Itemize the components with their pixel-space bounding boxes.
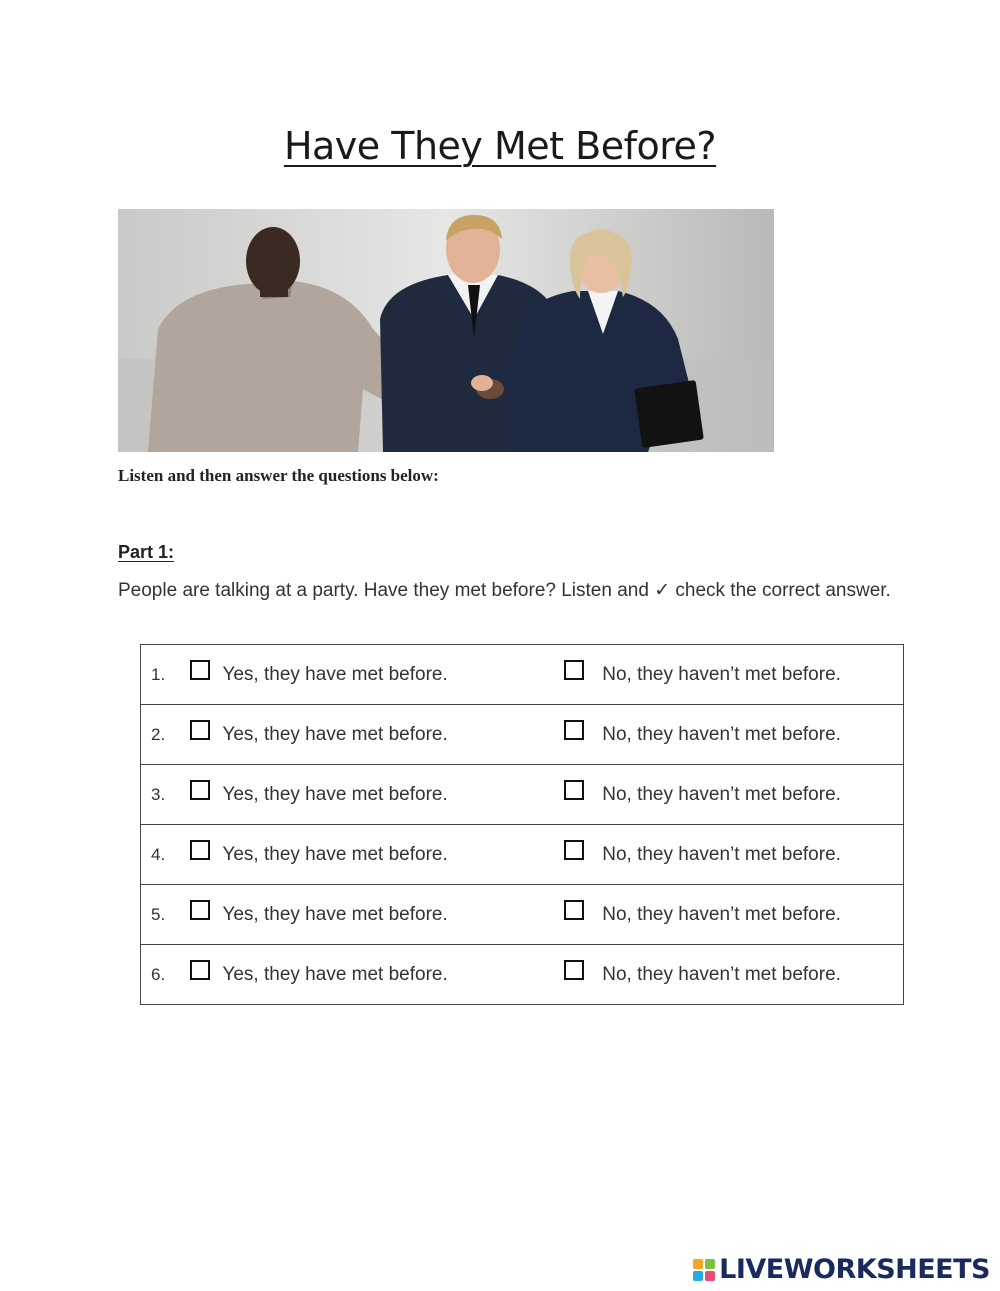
yes-checkbox[interactable] — [190, 900, 210, 920]
answer-row — [141, 765, 904, 825]
answer-row — [141, 705, 904, 765]
no-option — [564, 825, 903, 885]
yes-checkbox[interactable] — [190, 840, 210, 860]
question-number: 3. — [141, 765, 191, 825]
question-number: 6. — [141, 945, 191, 1005]
yes-option — [190, 645, 564, 705]
no-checkbox[interactable] — [564, 840, 584, 860]
yes-option-label: Yes, they have met before. — [222, 843, 448, 865]
no-option-label: No, they haven’t met before. — [602, 783, 841, 805]
logo-square — [693, 1271, 703, 1281]
question-number: 1. — [141, 645, 191, 705]
logo-square — [693, 1259, 703, 1269]
logo-square — [705, 1271, 715, 1281]
question-number: 4. — [141, 825, 191, 885]
yes-checkbox[interactable] — [190, 960, 210, 980]
business-handshake-photo — [118, 209, 774, 452]
no-option-label: No, they haven’t met before. — [602, 963, 841, 985]
yes-option-label: Yes, they have met before. — [222, 963, 448, 985]
question-number: 5. — [141, 885, 191, 945]
yes-option-label: Yes, they have met before. — [222, 783, 448, 805]
no-checkbox[interactable] — [564, 960, 584, 980]
answer-row — [141, 885, 904, 945]
answer-row — [141, 945, 904, 1005]
logo-square — [705, 1259, 715, 1269]
part-1-task: People are talking at a party. Have they met before? Listen and ✓ check the correct answer. — [118, 580, 891, 601]
yes-checkbox[interactable] — [190, 720, 210, 740]
no-option — [564, 885, 903, 945]
yes-option — [190, 945, 564, 1005]
part-1-heading: Part 1: — [118, 542, 175, 562]
worksheet-title: Have They Met Before? — [283, 124, 717, 168]
listening-instruction: Listen and then answer the questions below: — [118, 466, 439, 485]
yes-option — [190, 705, 564, 765]
question-number: 2. — [141, 705, 191, 765]
no-option — [564, 705, 903, 765]
no-checkbox[interactable] — [564, 720, 584, 740]
no-checkbox[interactable] — [564, 900, 584, 920]
no-option — [564, 945, 903, 1005]
logo-text: LIVEWORKSHEETS — [719, 1254, 990, 1285]
no-option-label: No, they haven’t met before. — [602, 663, 841, 685]
no-option — [564, 765, 903, 825]
yes-option-label: Yes, they have met before. — [222, 903, 448, 925]
yes-option-label: Yes, they have met before. — [222, 663, 448, 685]
yes-option — [190, 885, 564, 945]
yes-checkbox[interactable] — [190, 660, 210, 680]
no-option-label: No, they haven’t met before. — [602, 903, 841, 925]
answer-row — [141, 645, 904, 705]
no-option-label: No, they haven’t met before. — [602, 843, 841, 865]
no-option-label: No, they haven’t met before. — [602, 723, 841, 745]
no-checkbox[interactable] — [564, 780, 584, 800]
yes-option — [190, 825, 564, 885]
liveworksheets-logo-icon — [693, 1259, 715, 1281]
no-checkbox[interactable] — [564, 660, 584, 680]
no-option — [564, 645, 903, 705]
yes-checkbox[interactable] — [190, 780, 210, 800]
answer-row — [141, 825, 904, 885]
yes-option-label: Yes, they have met before. — [222, 723, 448, 745]
yes-option — [190, 765, 564, 825]
answer-table — [140, 644, 904, 1005]
liveworksheets-logo — [693, 1254, 990, 1285]
